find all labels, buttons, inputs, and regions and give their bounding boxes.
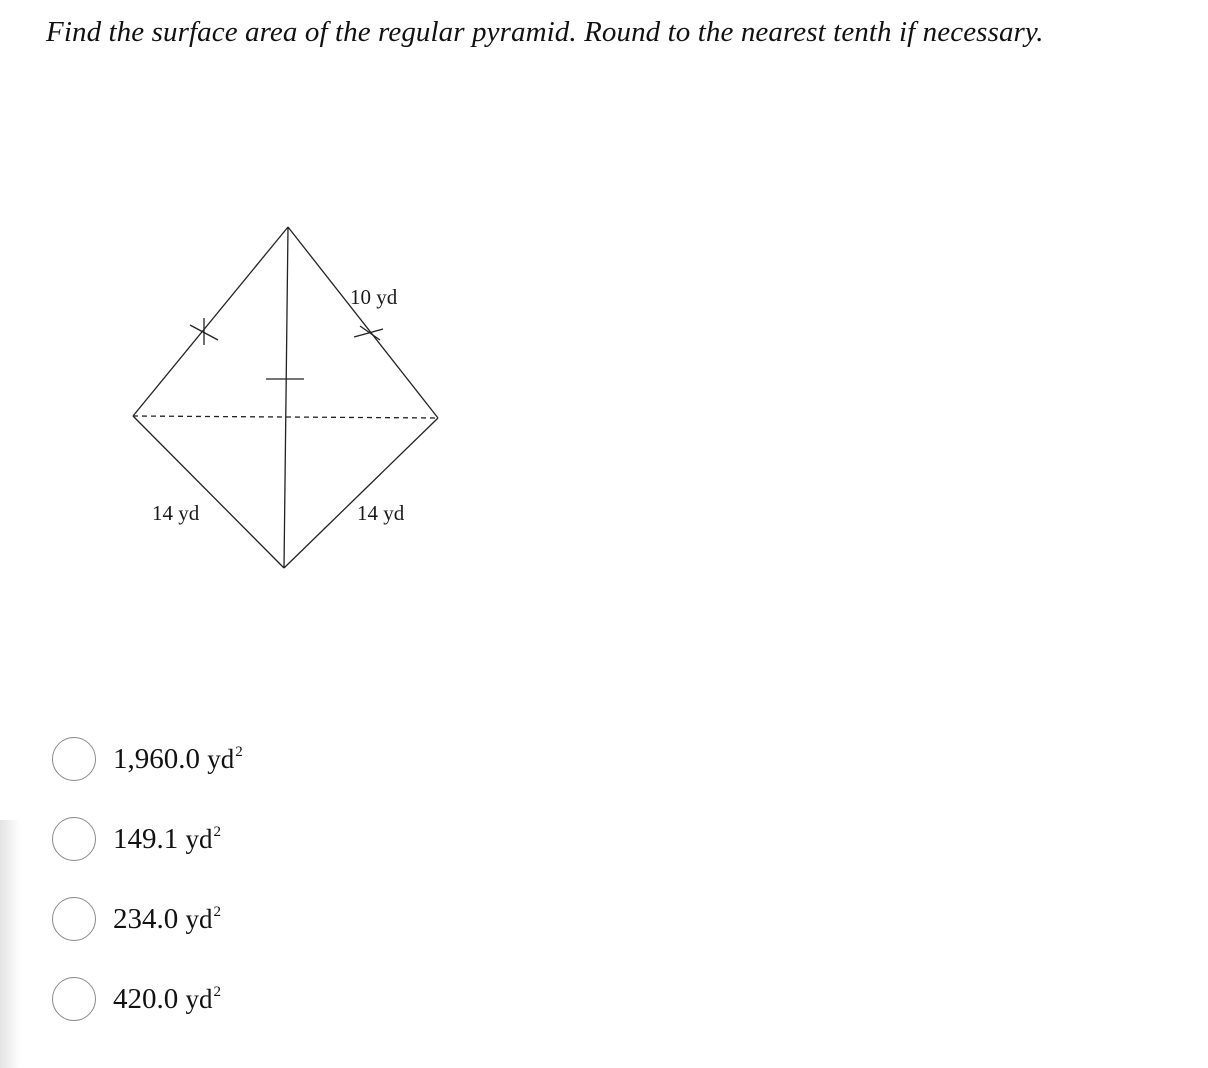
answer-unit: $yd^2$ — [185, 823, 221, 854]
radio-button[interactable] — [52, 817, 96, 861]
right-edge-tick-b — [360, 326, 380, 340]
answer-value: 1,960.0 — [113, 742, 200, 775]
answer-value: 149.1 — [113, 822, 179, 855]
answer-option[interactable] — [52, 816, 243, 862]
right-base-edge — [284, 418, 438, 568]
left-lateral-edge — [133, 227, 288, 416]
right-lateral-edge — [288, 227, 438, 418]
pyramid-figure — [100, 200, 480, 600]
left-base-edge-label: 14 yd — [152, 501, 200, 525]
right-base-edge-label: 14 yd — [357, 501, 405, 525]
front-edge — [284, 227, 288, 568]
answer-option[interactable] — [52, 976, 243, 1022]
radio-button[interactable] — [52, 737, 96, 781]
answer-unit: $yd^2$ — [185, 983, 221, 1014]
slant-height-label: 10 yd — [350, 285, 398, 309]
left-edge-shadow — [0, 820, 20, 1068]
answer-value: 234.0 — [113, 902, 179, 935]
radio-button[interactable] — [52, 897, 96, 941]
answer-choices — [52, 736, 243, 1056]
answer-option[interactable] — [52, 736, 243, 782]
answer-unit: $yd^2$ — [185, 903, 221, 934]
left-base-edge — [133, 416, 284, 568]
answer-label — [113, 823, 221, 856]
radio-button[interactable] — [52, 977, 96, 1021]
answer-option[interactable] — [52, 896, 243, 942]
answer-label — [113, 983, 221, 1016]
answer-label — [113, 743, 243, 776]
pyramid-diagram — [100, 200, 480, 600]
answer-value: 420.0 — [113, 982, 179, 1015]
answer-label — [113, 903, 221, 936]
answer-unit: $yd^2$ — [207, 743, 243, 774]
question-text: Find the surface area of the regular pyramid. Round to the nearest tenth if necessary. — [46, 16, 1044, 48]
